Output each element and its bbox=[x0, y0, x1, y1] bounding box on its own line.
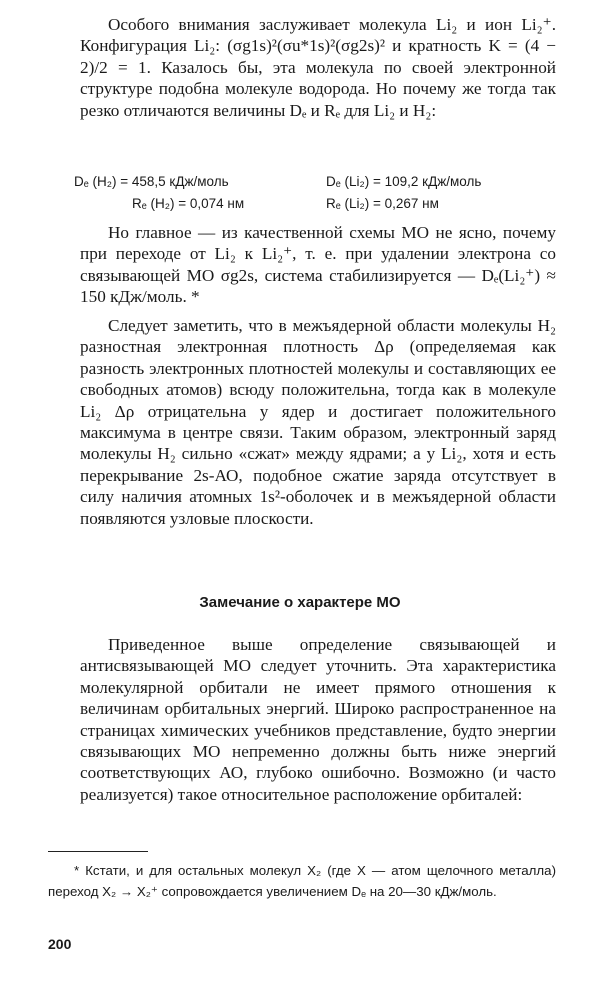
paragraph-li2-ion-stabilization: Но главное — из качественной схемы МО не ясно, почему при переходе от Li₂ к Li₂⁺, т. е. при удалении электрона со связывающей МО σg2s, система стабилизируется — Dₑ(Li₂⁺) ≈ 150 кДж/моль. * bbox=[80, 223, 556, 307]
section-heading: Замечание о характере МО bbox=[199, 594, 401, 611]
paragraph-li2-configuration: Особого внимания заслуживает молекула Li₂ и ион Li₂⁺. Конфигурация Li₂: (σg1s)²(σu*1s)²(σg2s)² и кратность K = (4 − 2)/2 = 1. Казалось бы, эта молекула по своей электронной структуре подобна молекуле водорода. Но почему же тогда так резко отличаются величины Dₑ и Rₑ для Li₂ и H₂: bbox=[80, 15, 556, 120]
paragraph-electron-density: Следует заметить, что в межъядерной области молекулы H₂ разностная электронная плотность Δρ (определяемая как разность электронных плотностей молекулы и составляющих ее свободных атомов) всюду положительна, тогда как в молекуле Li₂ Δρ отрицательна у ядер и достигает положительного максимума в центре связи. Таким образом, электронный заряд молекулы H₂ сильно «сжат» между ядрами; а у Li₂, хотя и есть перекрывание 2s-АО, подобное сжатие заряда отсутствует в силу наличия атомных 1s²-оболочек и в межъядерной области появляются узловые плоскости. bbox=[80, 316, 556, 528]
dissociation-energy-li2: Dₑ (Li₂) = 109,2 кДж/моль bbox=[326, 174, 482, 189]
bond-length-h2: Rₑ (H₂) = 0,074 нм bbox=[132, 196, 245, 211]
footnote-divider bbox=[48, 851, 148, 852]
dissociation-energy-h2: Dₑ (H₂) = 458,5 кДж/моль bbox=[74, 174, 229, 189]
page-number: 200 bbox=[48, 936, 72, 952]
footnote bbox=[48, 860, 556, 902]
bond-length-li2: Rₑ (Li₂) = 0,267 нм bbox=[326, 196, 439, 211]
footnote-text: * Кстати, и для остальных молекул X₂ (где X — атом щелочного металла) переход X₂ → X₂⁺ сопровождается увеличением Dₑ на 20—30 кДж/моль. bbox=[48, 863, 556, 899]
paragraph-mo-character: Приведенное выше определение связывающей и антисвязывающей МО следует уточнить. Эта характеристика молекулярной орбитали не имеет прямого отношения к величинам орбитальных энергий. Широко распространенное на страницах химических учебников представление, будто энергии связывающих МО непременно должны быть ниже энергий соответствующих АО, глубоко ошибочно. Возможно (и часто реализуется) такое относительное расположение орбиталей: bbox=[80, 635, 556, 804]
